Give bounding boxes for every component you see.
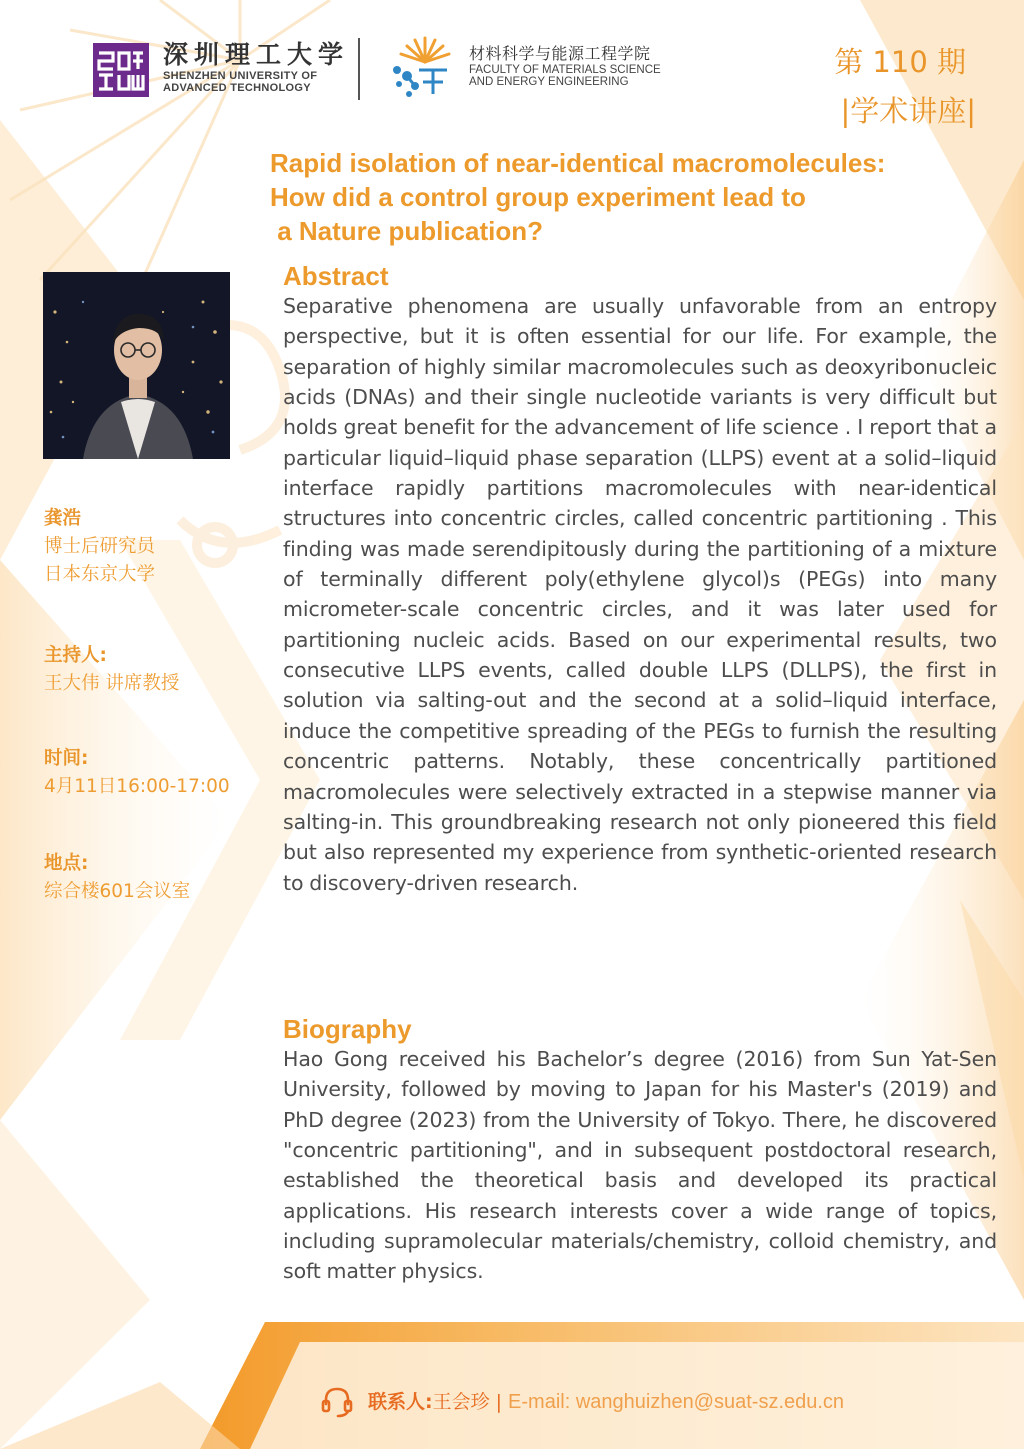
- speaker-affiliation: 日本东京大学: [44, 564, 156, 585]
- suat-name-block: [163, 40, 349, 94]
- title-line-3: a Nature publication?: [270, 216, 544, 246]
- time-value: 4月11日16:00-17:00: [44, 776, 230, 797]
- speaker-position: 博士后研究员: [44, 536, 156, 557]
- location-info: [44, 850, 190, 906]
- biography-text: Hao Gong received his Bachelor’s degree (2016) from Sun Yat-Sen University, followed by moving to Japan for his Master's (2019) and PhD degree (2023) from the University of Tokyo. There, he discovered "concentric partitioning", and in subsequent postdoctoral research, established the theoretical basis and developed its practical applications. His research interests cover a wide range of topics, including supramolecular materials/chemistry, colloid chemistry, and soft matter physics.: [283, 1047, 997, 1284]
- host-label: 主持人:: [44, 645, 107, 666]
- headset-icon: [320, 1386, 354, 1418]
- location-value: 综合楼601会议室: [44, 881, 191, 902]
- speaker-name: 龚浩: [44, 508, 82, 529]
- faculty-name-en-line1: FACULTY OF MATERIALS SCIENCE: [469, 64, 661, 76]
- contact-line: [320, 1386, 844, 1418]
- university-name-cn: 深圳理工大学: [163, 40, 350, 69]
- lecture-title: [270, 146, 990, 248]
- contact-separator: |: [495, 1391, 503, 1413]
- issue-number: 第 110 期: [834, 45, 966, 79]
- university-name-en-line1: SHENZHEN UNIVERSITY OF: [163, 70, 318, 82]
- title-line-2: How did a control group experiment lead to: [270, 182, 806, 212]
- faculty-logo-icon: [389, 36, 455, 98]
- contact-name: 王会珍: [432, 1391, 490, 1413]
- contact-email[interactable]: E-mail: wanghuizhen@suat-sz.edu.cn: [508, 1391, 845, 1413]
- biography-heading: Biography: [283, 1014, 412, 1044]
- faculty-name-cn: 材料科学与能源工程学院: [469, 44, 651, 63]
- host-info: [44, 642, 179, 698]
- time-label: 时间:: [44, 748, 89, 769]
- faculty-name-block: [469, 44, 661, 88]
- title-line-1: Rapid isolation of near-identical macromolecules:: [270, 148, 886, 178]
- suat-logo-icon: [93, 43, 149, 97]
- location-label: 地点:: [44, 853, 89, 874]
- abstract-text: Separative phenomena are usually unfavorable from an entropy perspective, but it is often essential for our life. For example, the separation of highly similar macromolecules such as deoxyribonucleic acids (DNAs) and their single nucleotide variants is very difficult but holds great benefit for the advancement of life science . I report that a particular liquid–liquid phase separation (LLPS) event at a solid–liquid interface rapidly partitions macromolecules with near-identical structures into concentric circles, called concentric partitioning . This finding was made serendipitously during the partitioning of a mixture of terminally different poly(ethylene glycol)s (PEGs) into many micrometer-scale concentric circles, and it was later used for partitioning nucleic acids. Based on our experimental results, two consecutive LLPS events, called double LLPS (DLLPS), the first in solution via salting-out and the second at a solid–liquid interface, induce the competitive spreading of the PEGs to furnish the resulting concentric patterns. Notably, these concentrically partitioned macromolecules were selectively extracted in a stepwise manner via salting-in. This groundbreaking research not only pioneered this field but also represented my experience from synthetic-oriented research to discovery-driven research.: [283, 294, 997, 895]
- abstract-heading: Abstract: [283, 261, 389, 291]
- faculty-name-en-line2: AND ENERGY ENGINEERING: [469, 76, 629, 88]
- contact-label: 联系人:: [368, 1391, 433, 1413]
- lecture-series-label: |学术讲座|: [840, 94, 976, 128]
- host-value: 王大伟 讲席教授: [44, 673, 180, 694]
- speaker-info: [44, 505, 155, 589]
- speaker-photo: [43, 272, 230, 459]
- time-info: [44, 745, 230, 801]
- university-name-en-line2: ADVANCED TECHNOLOGY: [163, 82, 311, 94]
- header-divider: [358, 38, 360, 100]
